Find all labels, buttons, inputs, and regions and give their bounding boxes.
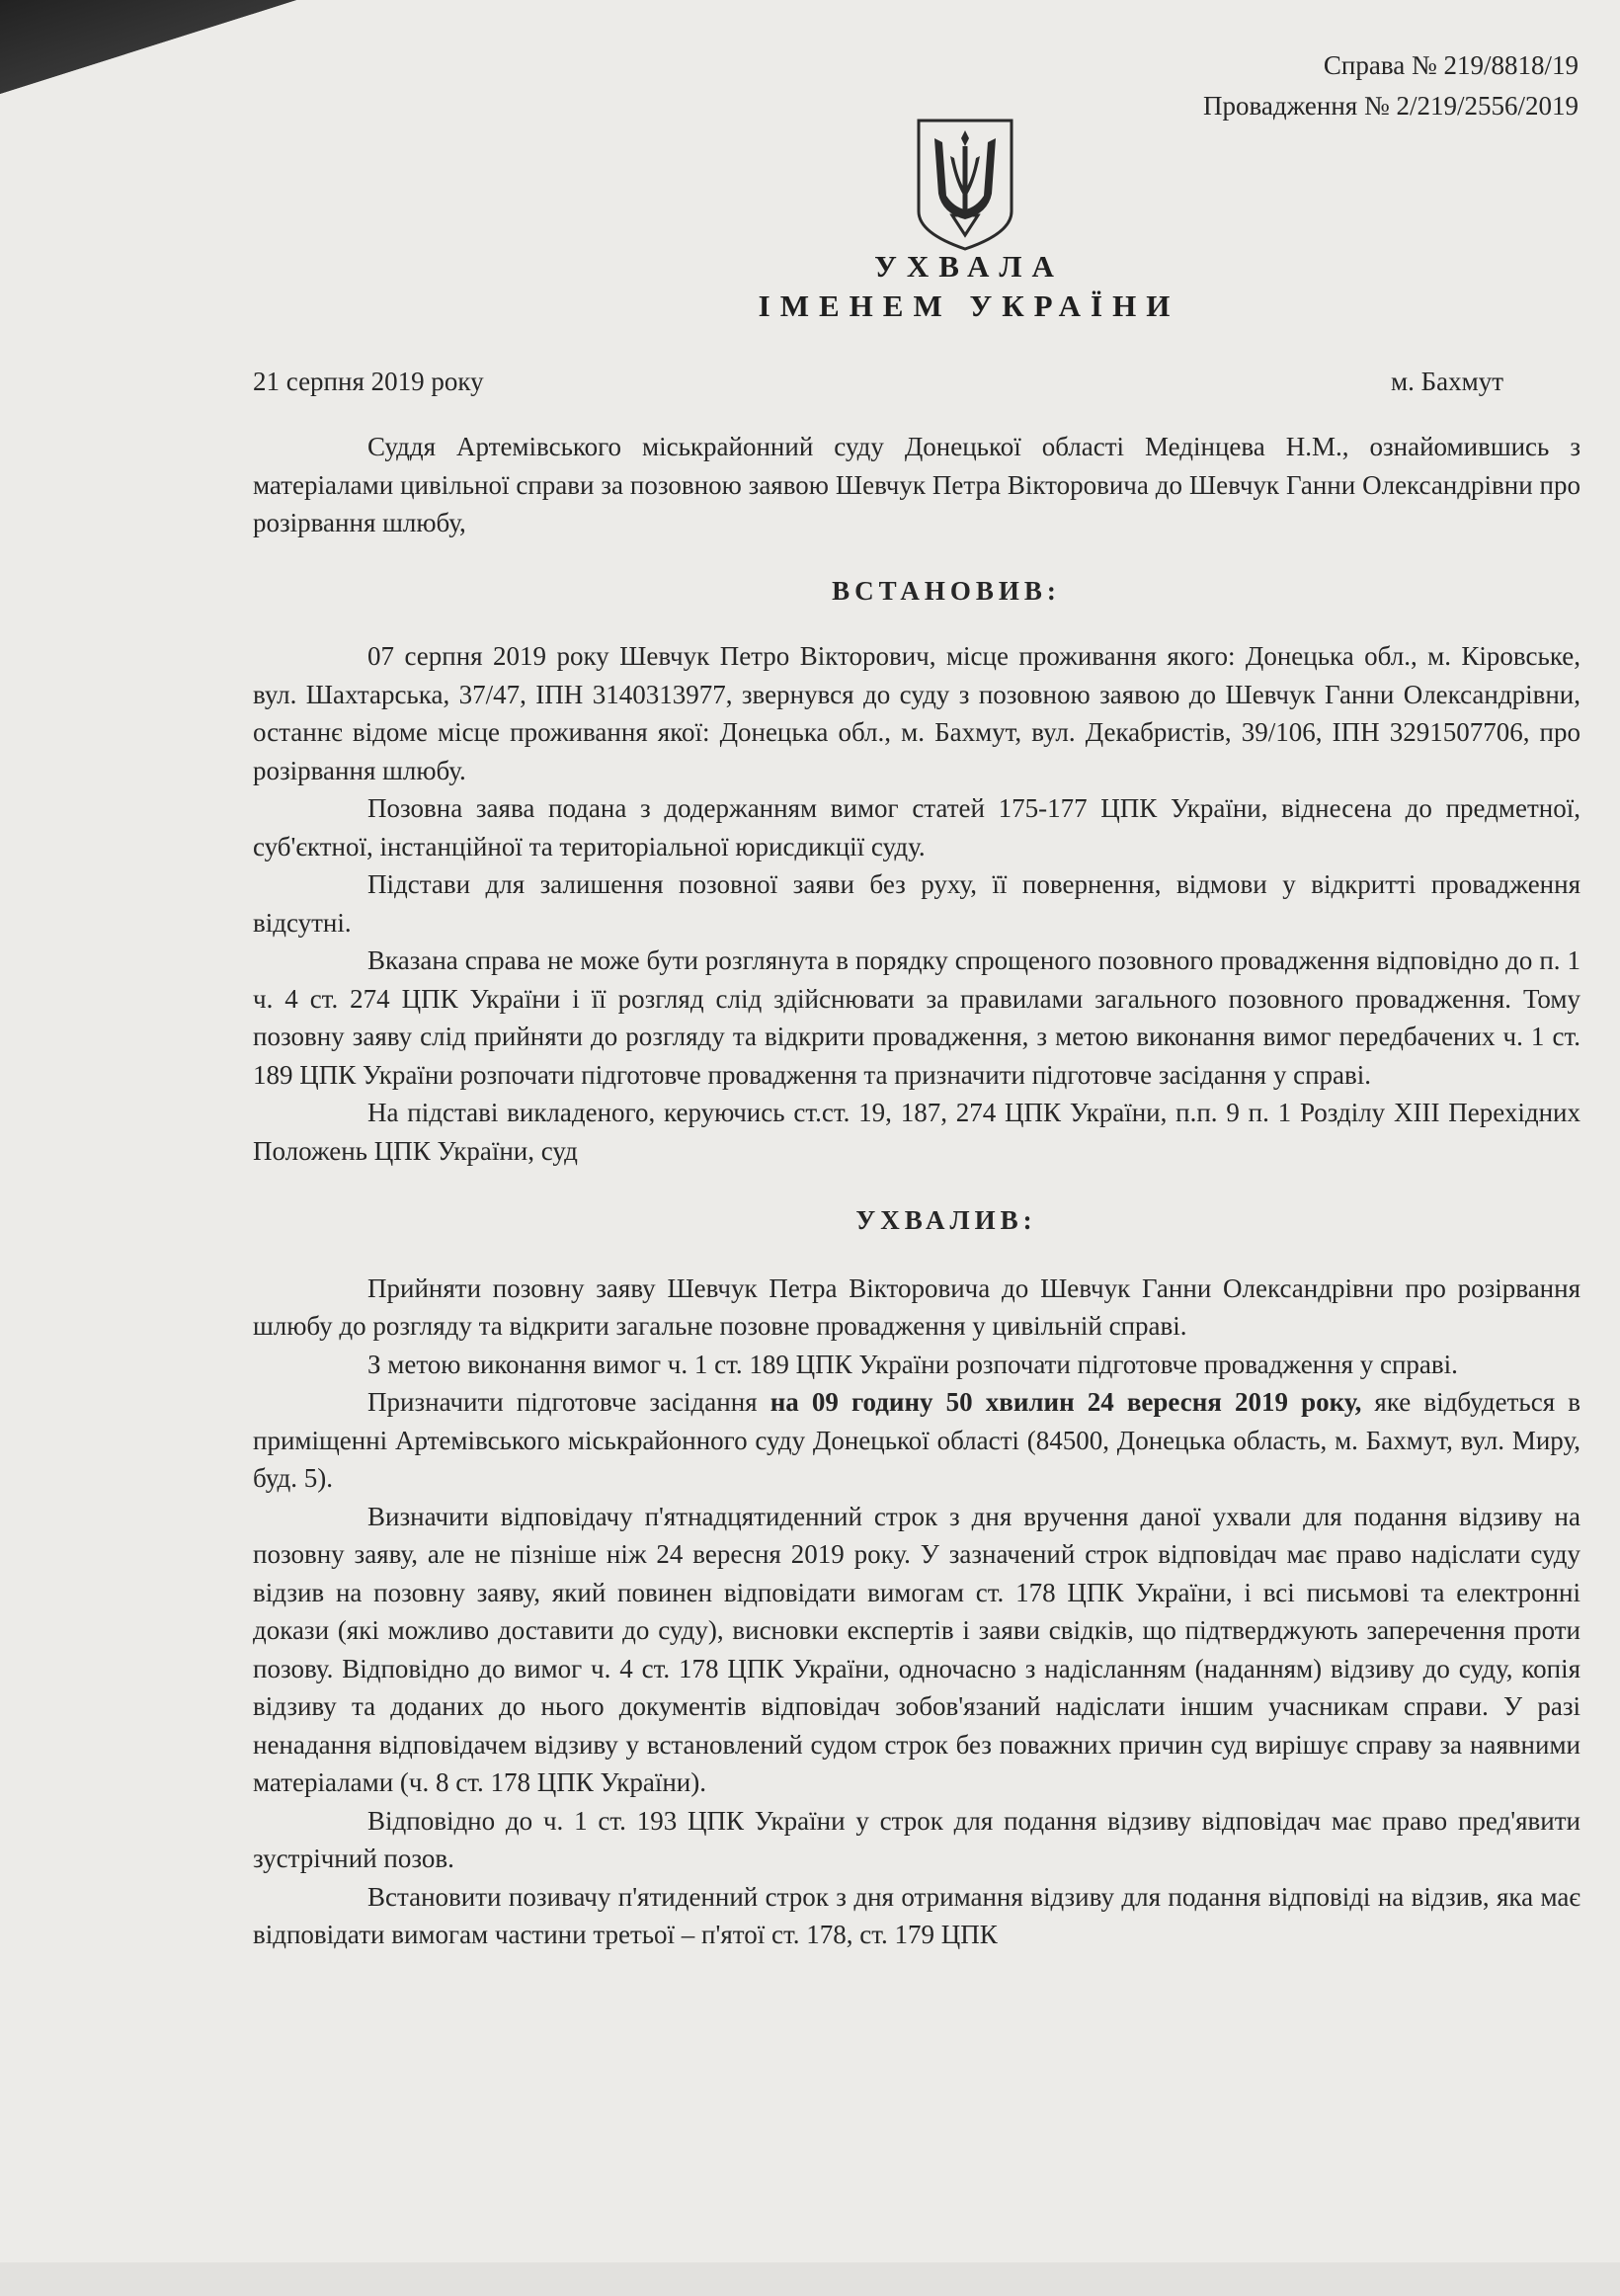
established-paragraph: На підставі викладеного, керуючись ст.ст. 19, 187, 274 ЦПК України, п.п. 9 п. 1 Розділу XIII Перехідних Положень ЦПК України, суд	[253, 1098, 1580, 1166]
ruling-paragraph: Відповідно до ч. 1 ст. 193 ЦПК України у строк для подання відзиву відповідач має право пред'явити зустрічний позов.	[253, 1805, 1580, 1873]
ruling-paragraph: З метою виконання вимог ч. 1 ст. 189 ЦПК України розпочати підготовче провадження у справі.	[367, 1349, 1458, 1379]
established-paragraph: Підстави для залишення позовної заяви без руху, її повернення, відмови у відкритті провадження відсутні.	[253, 869, 1580, 938]
heading-established: ВСТАНОВИВ:	[832, 575, 1061, 606]
heading-ruled: УХВАЛИВ:	[855, 1205, 1037, 1235]
document-title	[0, 247, 1620, 326]
ruling-paragraph: Прийняти позовну заяву Шевчук Петра Вікторовича до Шевчук Ганни Олександрівни про розірвання шлюбу до розгляду та відкрити загальне позовне провадження у цивільній справі.	[253, 1272, 1580, 1341]
document-date: 21 серпня 2019 року	[253, 367, 484, 396]
case-references	[1203, 45, 1579, 126]
document-body	[253, 428, 1580, 1954]
intro-paragraph: Суддя Артемівського міськрайонний суду Донецької області Медінцева Н.М., ознайомившись з матеріалами цивільної справи за позовною заявою Шевчук Петра Вікторовича до Шевчук Ганни Олександрівни про розірвання шлюбу,	[253, 432, 1580, 537]
hearing-datetime: на 09 годину 50 хвилин 24 вересня 2019 року,	[770, 1387, 1362, 1417]
title-ruling: УХВАЛА	[874, 249, 1064, 284]
document-city: м. Бахмут	[1391, 367, 1503, 396]
ruling-paragraph: Визначити відповідачу п'ятнадцятиденний строк з дня вручення даної ухвали для подання відзиву на позовну заяву, але не пізніше ніж 24 вересня 2019 року. У зазначений строк відповідач має право надіслати суду відзив на позовну заяву, який повинен відповідати вимогам ст. 178 ЦПК України, і всі письмові та електронні докази (які можливо доставити до суду), висновки експертів і заяви свідків, що підтверджують заперечення проти позову. Відповідно до вимог ч. 4 ст. 178 ЦПК України, одночасно з надісланням (наданням) відзиву до суду, копія відзиву та доданих до нього документів відповідач зобов'язаний надіслати іншим учасникам справи. У разі ненадання відповідачем відзиву у встановлений судом строк без поважних причин суд вирішує справу за наявними матеріалами (ч. 8 ст. 178 ЦПК України).	[253, 1501, 1580, 1797]
coat-of-arms-icon	[913, 117, 1017, 253]
established-paragraph: Вказана справа не може бути розглянута в порядку спрощеного позовного провадження відповідно до п. 1 ч. 4 ст. 274 ЦПК України і її розгляд слід здійснювати за правилами загального позовного провадження. Тому позовну заяву слід прийняти до розгляду та відкрити провадження, з метою виконання вимог передбачених ч. 1 ст. 189 ЦПК України розпочати підготовче провадження та призначити підготовче засідання у справі.	[253, 945, 1580, 1090]
established-paragraph: 07 серпня 2019 року Шевчук Петро Вікторович, місце проживання якого: Донецька обл., м. Кіровське, вул. Шахтарська, 37/47, ІПН 3140313977, звернувся до суду з позовною заявою до Шевчук Ганни Олександрівни, останнє відоме місце проживання якої: Донецька обл., м. Бахмут, вул. Декабристів, 39/106, ІПН 3291507706, про розірвання шлюбу.	[253, 641, 1580, 785]
established-paragraph: Позовна заява подана з додержанням вимог статей 175-177 ЦПК України, віднесена до предметної, суб'єктної, інстанційної та територіальної юрисдикції суду.	[253, 793, 1580, 861]
ruling-paragraph: Встановити позивачу п'ятиденний строк з дня отримання відзиву для подання відповіді на відзив, яка має відповідати вимогам частини третьої – п'ятої ст. 178, ст. 179 ЦПК	[253, 1881, 1580, 1949]
ruling-paragraph-hearing	[253, 1383, 1580, 1498]
hearing-text-start: Призначити підготовче засідання	[367, 1387, 770, 1417]
title-in-name-of-ukraine: ІМЕНЕМ УКРАЇНИ	[758, 288, 1180, 323]
case-number: Справа № 219/8818/19	[1323, 50, 1579, 80]
date-place-line	[253, 364, 1503, 399]
proceeding-number: Провадження № 2/219/2556/2019	[1203, 91, 1579, 121]
hearing-text-end: яке відбудеться в приміщенні Артемівського міськрайонного суду Донецької області (84500, Донецька область, м. Бахмут, вул. Миру, буд. 5).	[253, 1387, 1580, 1493]
